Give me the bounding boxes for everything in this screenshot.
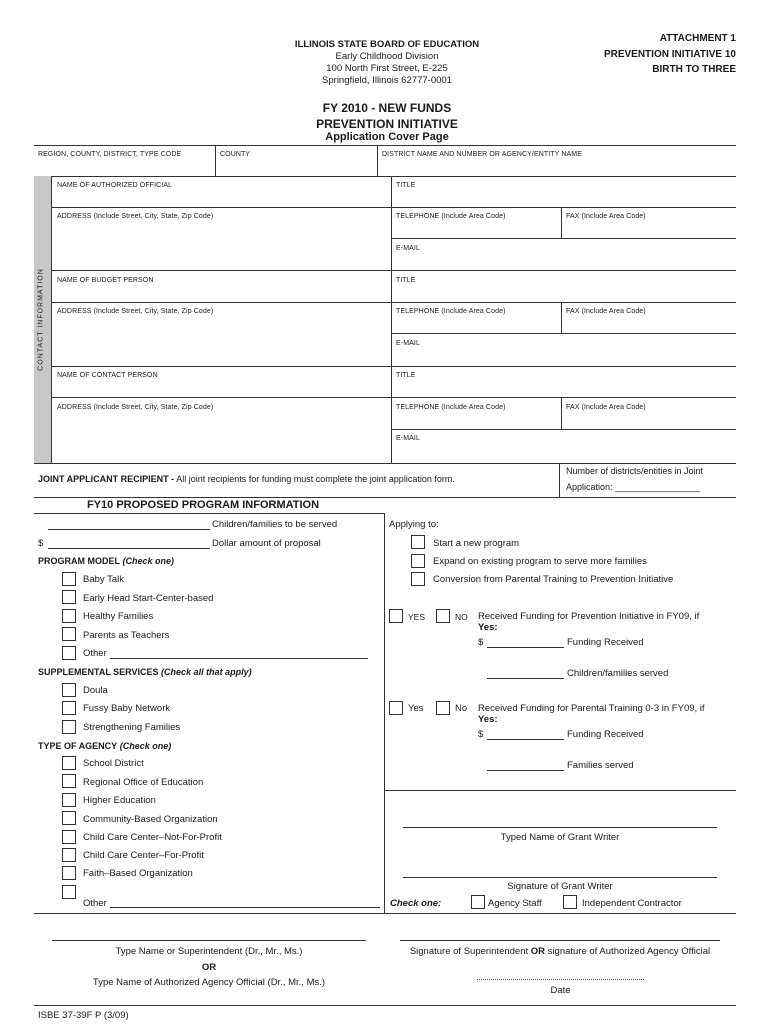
- title-label-2: TITLE: [396, 277, 416, 284]
- email-label-1: E-MAIL: [396, 245, 420, 252]
- supp-strengthening-families: Strengthening Families: [83, 722, 181, 733]
- form-id: ISBE 37-39F P (3/09): [38, 1010, 129, 1021]
- superintendent-name-field[interactable]: [52, 940, 366, 941]
- model-other: Other: [83, 648, 107, 659]
- checkbox-pi-no[interactable]: [436, 609, 450, 623]
- model-baby-talk: Baby Talk: [83, 574, 125, 585]
- pt-yes-label: Yes: [408, 703, 424, 714]
- dollar-amount-field[interactable]: [48, 548, 210, 549]
- agency-other-field[interactable]: [110, 907, 380, 908]
- checkbox-start-new[interactable]: [411, 535, 425, 549]
- checkbox-model-other[interactable]: [62, 646, 76, 660]
- region-label: REGION, COUNTY, DISTRICT, TYPE CODE: [38, 151, 182, 158]
- agency-child-care-fp: Child Care Center–For-Profit: [83, 850, 204, 861]
- dollar-amount-label: Dollar amount of proposal: [212, 538, 321, 549]
- form-title-2: PREVENTION INITIATIVE: [316, 117, 458, 131]
- grant-writer-name-field[interactable]: [403, 827, 717, 828]
- joint-count-label-2[interactable]: Application: _________________: [566, 482, 701, 492]
- program-section-title: FY10 PROPOSED PROGRAM INFORMATION: [87, 499, 320, 511]
- authorized-official-label: NAME OF AUTHORIZED OFFICIAL: [57, 182, 173, 189]
- checkbox-child-care-nfp[interactable]: [62, 830, 76, 844]
- checkbox-parents-as-teachers[interactable]: [62, 627, 76, 641]
- agency-faith-based: Faith–Based Organization: [83, 868, 193, 879]
- checkbox-doula[interactable]: [62, 683, 76, 697]
- supplemental-label: SUPPLEMENTAL SERVICES: [38, 667, 159, 677]
- checkbox-faith-based[interactable]: [62, 866, 76, 880]
- checkbox-healthy-families[interactable]: [62, 609, 76, 623]
- address-label-3: ADDRESS (Include Street, City, State, Zip Code): [57, 404, 214, 411]
- model-other-field[interactable]: [110, 658, 368, 659]
- pi-funding-field[interactable]: [487, 647, 564, 648]
- pi-funding-label: Funding Received: [567, 637, 644, 648]
- signature-label-pre: Signature of Superintendent: [409, 946, 531, 957]
- model-early-head-start: Early Head Start-Center-based: [83, 593, 214, 604]
- checkbox-child-care-fp[interactable]: [62, 848, 76, 862]
- form-subtitle: Application Cover Page: [325, 131, 449, 143]
- grant-writer-signature-field[interactable]: [403, 877, 717, 878]
- signature-label-post: signature of Authorized Agency Official: [545, 946, 711, 957]
- attachment-label: ATTACHMENT 1: [659, 33, 736, 44]
- pi-yes-label: YES: [408, 612, 426, 622]
- checkbox-pi-yes[interactable]: [389, 609, 403, 623]
- signature-field[interactable]: [400, 940, 720, 941]
- agency-community-based: Community-Based Organization: [83, 814, 218, 825]
- pi-served-field[interactable]: [487, 678, 564, 679]
- pi-served-label: Children/families served: [567, 668, 669, 679]
- county-label: COUNTY: [220, 151, 251, 158]
- applying-to-label: Applying to:: [389, 519, 439, 530]
- pt-served-label: Families served: [567, 760, 634, 771]
- children-served-label: Children/families to be served: [212, 519, 338, 530]
- address-label-1: ADDRESS (Include Street, City, State, Zip Code): [57, 213, 214, 220]
- joint-applicant-note: All joint recipients for funding must complete the joint application form.: [174, 474, 455, 484]
- program-model-label: PROGRAM MODEL: [38, 556, 120, 566]
- email-label-3: E-MAIL: [396, 435, 420, 442]
- pt-yes-colon: Yes:: [478, 714, 498, 725]
- applying-expand: Expand on existing program to serve more families: [433, 556, 647, 567]
- pi-no-label: NO: [455, 612, 468, 622]
- signature-label: [385, 946, 735, 957]
- contact-person-label: NAME OF CONTACT PERSON: [57, 372, 158, 379]
- pt-question: Received Funding for Parental Training 0-3 in FY09, if: [478, 703, 705, 714]
- joint-applicant-heading: JOINT APPLICANT RECIPIENT -: [38, 474, 175, 484]
- address-label-2: ADDRESS (Include Street, City, State, Zip Code): [57, 308, 214, 315]
- official-name-label: Type Name of Authorized Agency Official (Dr., Mr., Ms.): [92, 977, 326, 988]
- program-model-hint: (Check one): [122, 556, 175, 566]
- checkbox-pt-no[interactable]: [436, 701, 450, 715]
- checkbox-expand-existing[interactable]: [411, 554, 425, 568]
- agency-type-hint: (Check one): [119, 741, 172, 751]
- agency-name: ILLINOIS STATE BOARD OF EDUCATION: [294, 39, 480, 50]
- agency-higher-education: Higher Education: [83, 795, 156, 806]
- checkbox-independent-contractor[interactable]: [563, 895, 577, 909]
- date-field[interactable]: [477, 979, 644, 980]
- pi-dollar-sign: $: [478, 637, 484, 648]
- checkbox-higher-education[interactable]: [62, 793, 76, 807]
- independent-contractor-label: Independent Contractor: [582, 898, 682, 909]
- agency-staff-label: Agency Staff: [488, 898, 542, 909]
- agency-school-district: School District: [83, 758, 144, 769]
- pt-funding-field[interactable]: [487, 739, 564, 740]
- check-one-label: Check one:: [390, 898, 442, 909]
- checkbox-fussy-baby[interactable]: [62, 701, 76, 715]
- date-label: Date: [550, 985, 571, 996]
- fax-label-2: FAX (Include Area Code): [566, 308, 646, 315]
- agency-city: Springfield, Illinois 62777-0001: [322, 75, 452, 86]
- pi-yes-colon: Yes:: [478, 622, 498, 633]
- checkbox-agency-other[interactable]: [62, 885, 76, 899]
- email-label-2: E-MAIL: [396, 340, 420, 347]
- agency-other: Other: [83, 898, 107, 909]
- checkbox-pt-yes[interactable]: [389, 701, 403, 715]
- pt-dollar-sign: $: [478, 729, 484, 740]
- checkbox-conversion[interactable]: [411, 572, 425, 586]
- agency-regional-office: Regional Office of Education: [83, 777, 204, 788]
- title-label-1: TITLE: [396, 182, 416, 189]
- grant-writer-signature-label: Signature of Grant Writer: [507, 881, 613, 892]
- grant-writer-name-label: Typed Name of Grant Writer: [500, 832, 620, 843]
- superintendent-name-label: Type Name or Superintendent (Dr., Mr., Ms.): [115, 946, 303, 957]
- supplemental-heading: [38, 667, 252, 677]
- model-healthy-families: Healthy Families: [83, 611, 154, 622]
- or-label: OR: [201, 962, 217, 973]
- fax-label-3: FAX (Include Area Code): [566, 404, 646, 411]
- model-parents-as-teachers: Parents as Teachers: [83, 630, 170, 641]
- applying-start-new: Start a new program: [433, 538, 520, 549]
- applying-conversion: Conversion from Parental Training to Prevention Initiative: [433, 574, 674, 585]
- agency-street: 100 North First Street, E-225: [326, 63, 448, 74]
- checkbox-agency-staff[interactable]: [471, 895, 485, 909]
- checkbox-regional-office[interactable]: [62, 774, 76, 788]
- checkbox-community-based[interactable]: [62, 811, 76, 825]
- program-model-heading: [38, 556, 174, 566]
- checkbox-school-district[interactable]: [62, 756, 76, 770]
- agency-child-care-nfp: Child Care Center–Not-For-Profit: [83, 832, 222, 843]
- checkbox-early-head-start[interactable]: [62, 590, 76, 604]
- age-range-label: BIRTH TO THREE: [652, 64, 736, 75]
- division-name: Early Childhood Division: [335, 51, 439, 62]
- checkbox-baby-talk[interactable]: [62, 572, 76, 586]
- top-rule: [34, 145, 736, 146]
- checkbox-strengthening-families[interactable]: [62, 720, 76, 734]
- supplemental-hint: (Check all that apply): [161, 667, 252, 677]
- telephone-label-3: TELEPHONE (Include Area Code): [396, 404, 506, 411]
- pt-served-field[interactable]: [487, 770, 564, 771]
- fax-label-1: FAX (Include Area Code): [566, 213, 646, 220]
- initiative-label: PREVENTION INITIATIVE 10: [603, 49, 736, 60]
- pi-question: Received Funding for Prevention Initiative in FY09, if: [478, 611, 700, 622]
- supp-doula: Doula: [83, 685, 108, 696]
- agency-type-label: TYPE OF AGENCY: [38, 741, 118, 751]
- contact-side-label: CONTACT INFORMATION: [37, 268, 45, 371]
- title-label-3: TITLE: [396, 372, 416, 379]
- children-served-field[interactable]: [48, 529, 210, 530]
- telephone-label-2: TELEPHONE (Include Area Code): [396, 308, 506, 315]
- form-title-1: FY 2010 - NEW FUNDS: [322, 101, 452, 115]
- dollar-sign: $: [38, 538, 44, 549]
- signature-label-or: OR: [530, 946, 546, 957]
- district-label: DISTRICT NAME AND NUMBER OR AGENCY/ENTITY NAME: [382, 151, 582, 158]
- supp-fussy-baby: Fussy Baby Network: [83, 703, 171, 714]
- agency-type-heading: [38, 741, 171, 751]
- telephone-label-1: TELEPHONE (Include Area Code): [396, 213, 506, 220]
- pt-no-label: No: [455, 703, 468, 714]
- joint-applicant-label: [38, 474, 455, 484]
- pt-funding-label: Funding Received: [567, 729, 644, 740]
- joint-count-label-1: Number of districts/entities in Joint: [566, 466, 704, 476]
- budget-person-label: NAME OF BUDGET PERSON: [57, 277, 154, 284]
